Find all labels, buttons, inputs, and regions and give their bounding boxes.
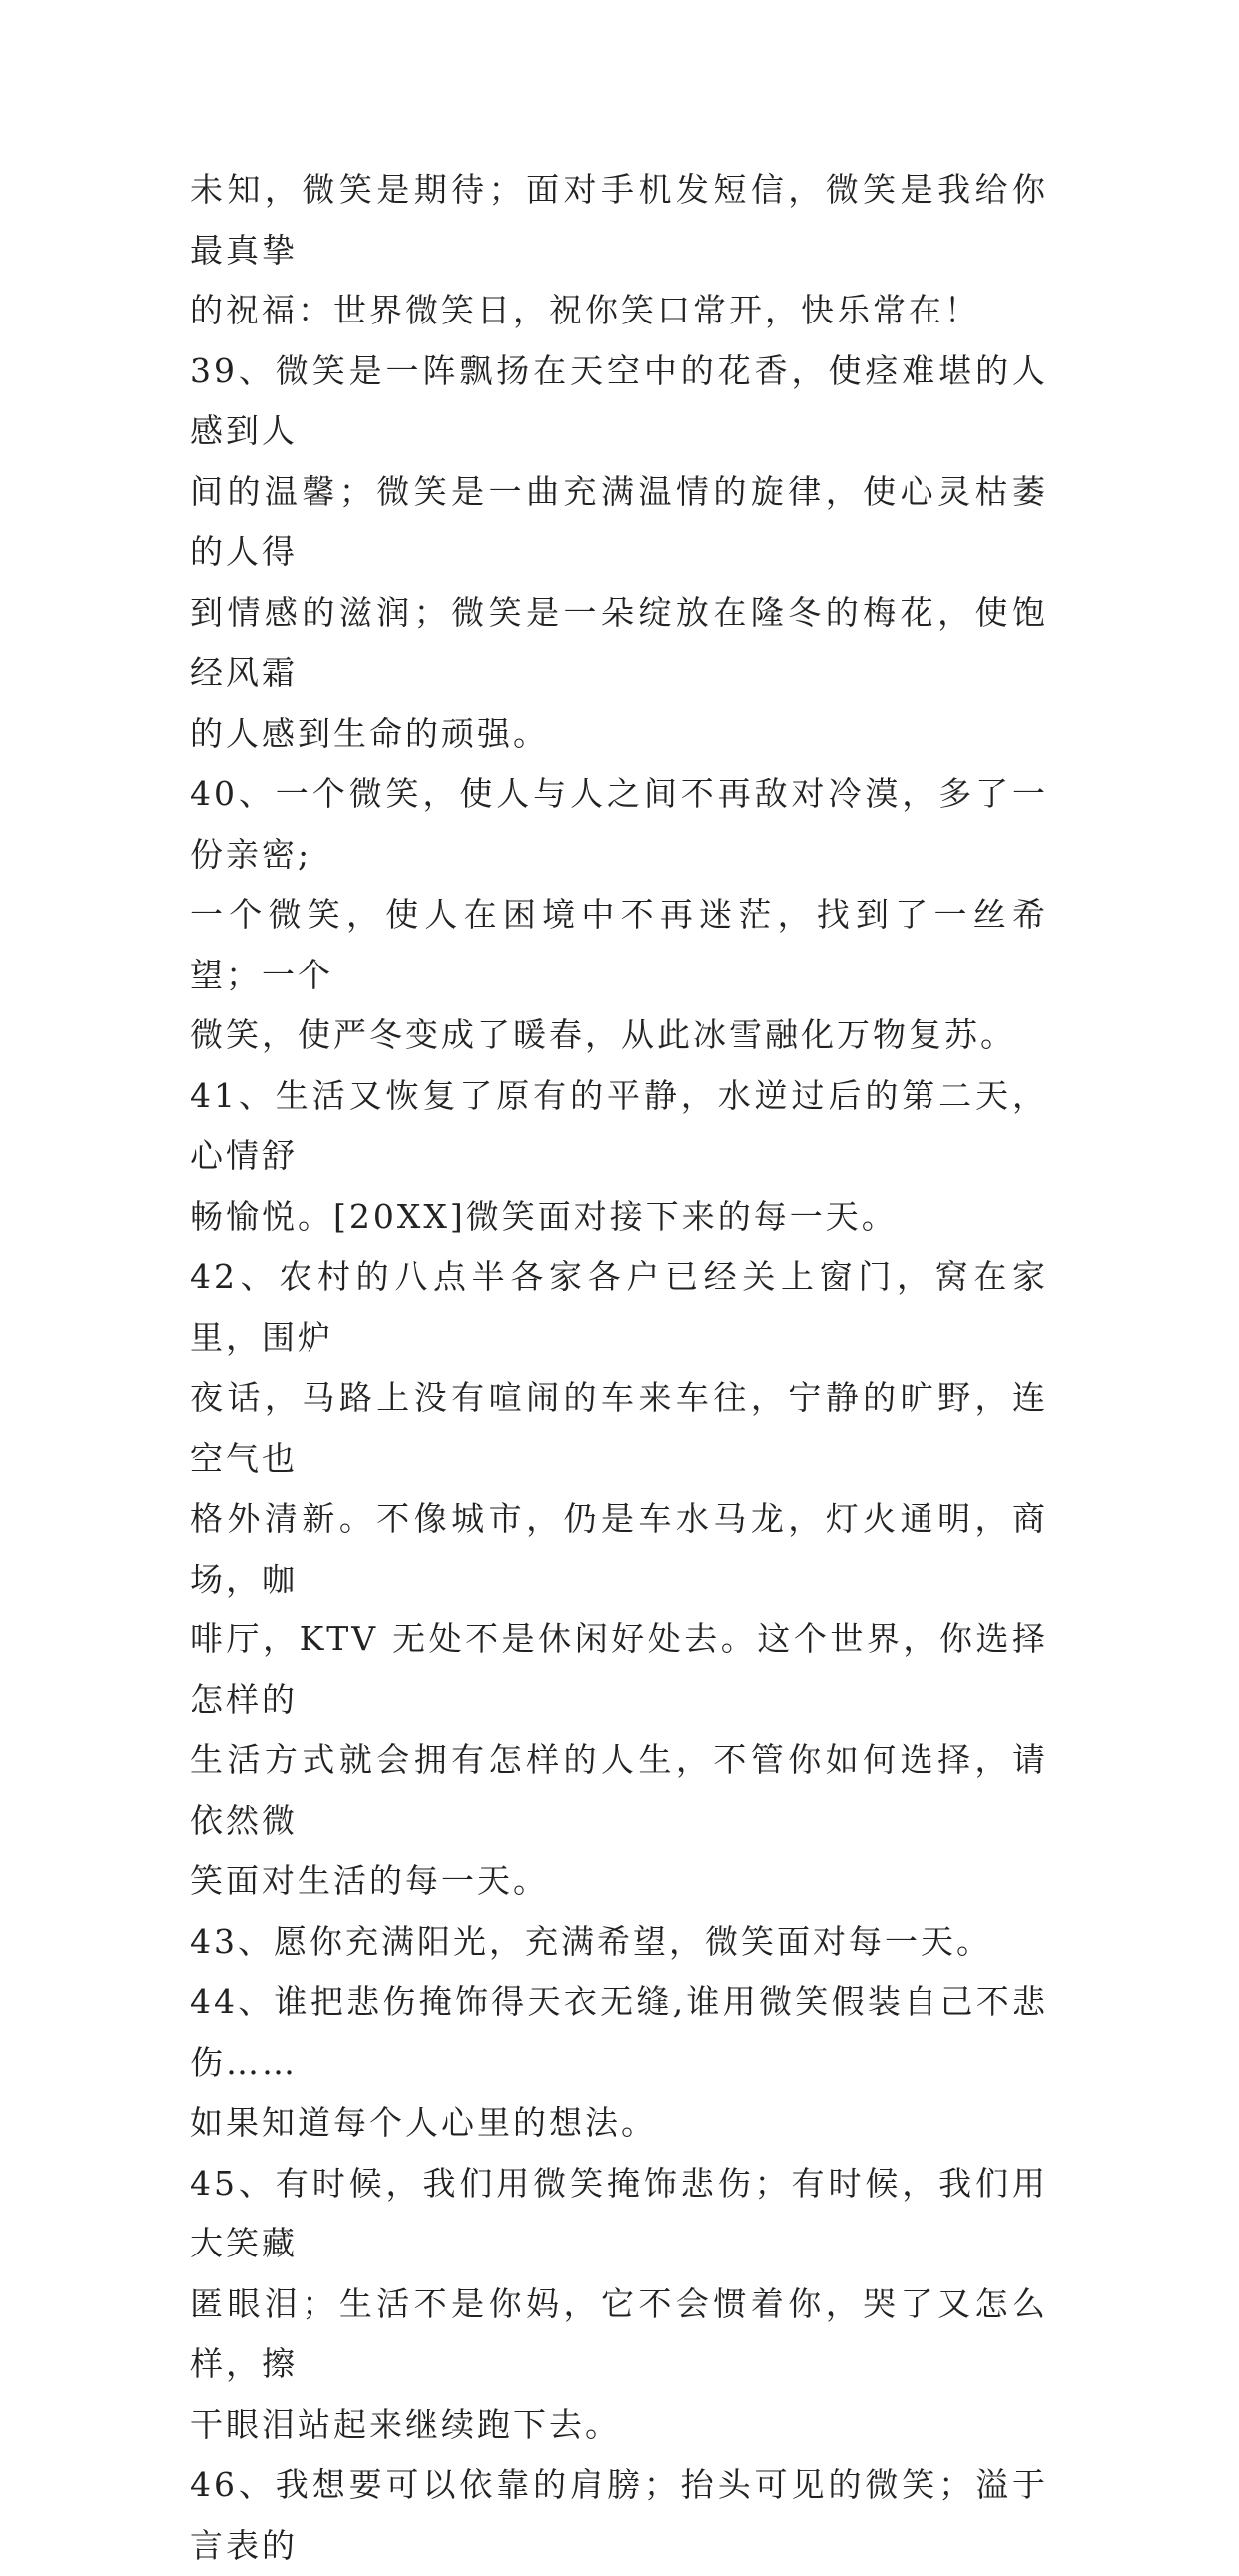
text-line: 43、愿你充满阳光，充满希望，微笑面对每一天。 [190,1921,992,1961]
text-line: 匿眼泪；生活不是你妈，它不会惯着你，哭了又怎么样，擦 [190,2283,1048,2383]
text-line: 微笑，使严冬变成了暖春，从此冰雪融化万物复苏。 [190,1015,1016,1054]
text-line: 45、有时候，我们用微笑掩饰悲伤；有时候，我们用大笑藏 [190,2163,1048,2262]
text-line: 39、微笑是一阵飘扬在天空中的花香，使痉难堪的人感到人 [190,350,1048,450]
text-line: 41、生活又恢复了原有的平静，水逆过后的第二天，心情舒 [190,1075,1048,1175]
text-line: 生活方式就会拥有怎样的人生，不管你如何选择，请依然微 [190,1740,1048,1840]
text-line: 间的温馨；微笑是一曲充满温情的旋律，使心灵枯萎的人得 [190,471,1048,571]
text-line: 畅愉悦。[20XX]微笑面对接下来的每一天。 [190,1196,898,1236]
text-line: 一个微笑，使人在困境中不再迷茫，找到了一丝希望；一个 [190,895,1048,994]
text-line: 未知，微笑是期待；面对手机发短信，微笑是我给你最真挚 [190,170,1048,270]
text-line: 42、农村的八点半各家各户已经关上窗门，窝在家里，围炉 [190,1257,1048,1357]
body-text [190,160,1048,2576]
text-line: 到情感的滋润；微笑是一朵绽放在隆冬的梅花，使饱经风霜 [190,592,1048,692]
text-line: 格外清新。不像城市，仍是车水马龙，灯火通明，商场，咖 [190,1499,1048,1599]
text-line: 40、一个微笑，使人与人之间不再敌对冷漠，多了一份亲密; [190,774,1048,874]
text-line: 笑面对生活的每一天。 [190,1861,549,1900]
text-line: 夜话，马路上没有喧闹的车来车往，宁静的旷野，连空气也 [190,1378,1048,1478]
text-line: 的祝福：世界微笑日，祝你笑口常开，快乐常在！ [190,291,980,329]
text-line: 46、我想要可以依靠的肩膀；抬头可见的微笑；溢于言表的 [190,2465,1048,2565]
text-line: 的人感到生命的顽强。 [190,713,549,753]
text-line: 啡厅，KTV 无处不是休闲好处去。这个世界，你选择怎样的 [190,1619,1048,1719]
text-line: 干眼泪站起来继续跑下去。 [190,2404,621,2444]
text-line: 如果知道每个人心里的想法。 [190,2103,657,2142]
text-line: 44、谁把悲伤掩饰得天衣无缝,谁用微笑假装自己不悲伤…… [190,1982,1048,2082]
